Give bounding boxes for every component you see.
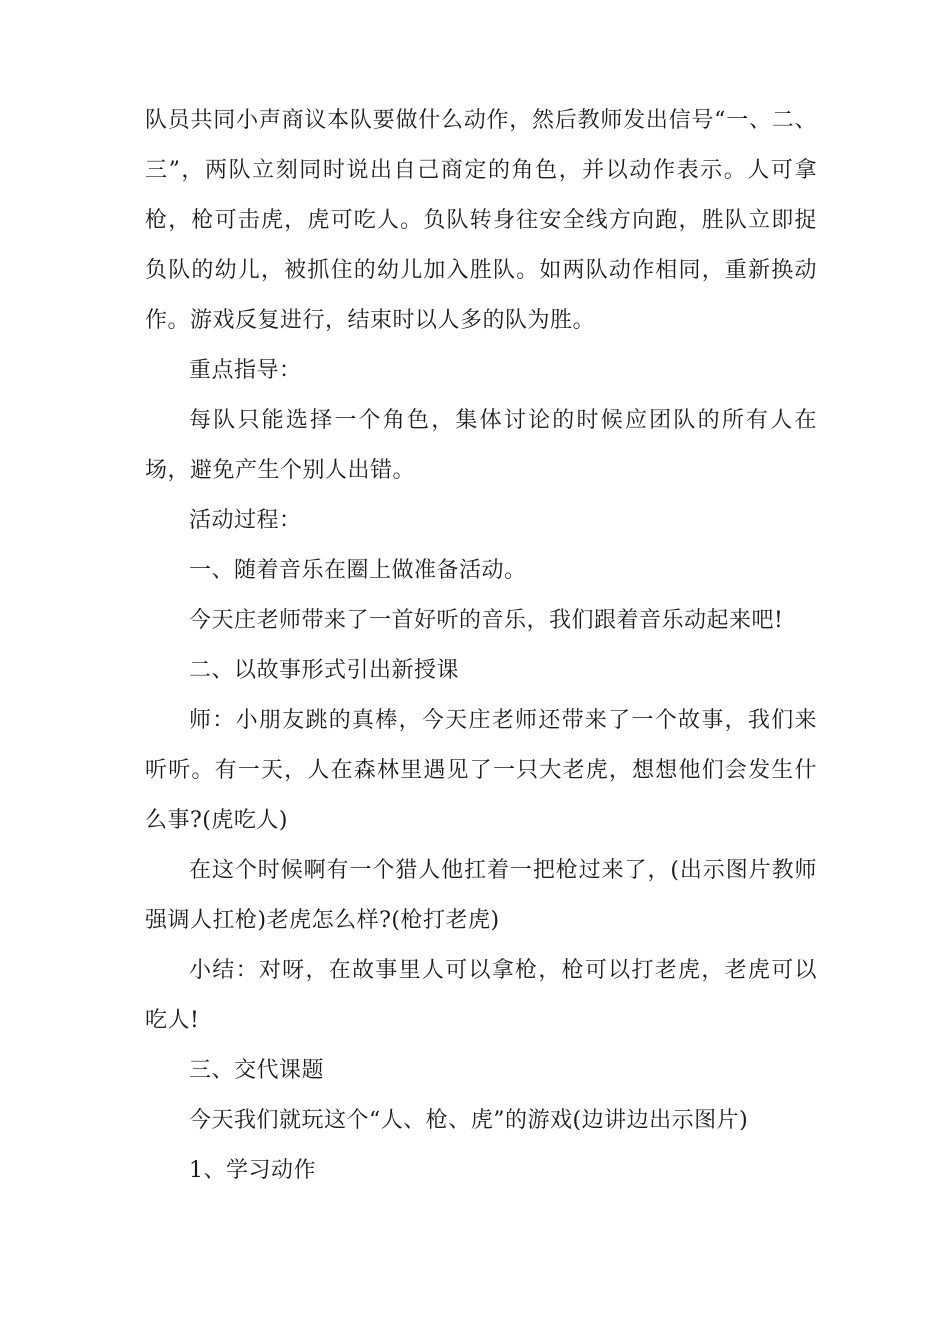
heading-key-guidance: 重点指导：: [189, 358, 302, 383]
substep-learn-actions: 1、学习动作: [189, 1158, 316, 1183]
heading-activity-process: 活动过程：: [189, 508, 302, 533]
paragraph-summary: 小结：对呀，在故事里人可以拿枪，枪可以打老虎，老虎可以吃人!: [145, 958, 817, 1033]
paragraph-music: 今天庄老师带来了一首好听的音乐，我们跟着音乐动起来吧!: [189, 608, 784, 633]
paragraph-story-intro: 师：小朋友跳的真棒，今天庄老师还带来了一个故事，我们来听听。有一天，人在森林里遇见了一只大老虎，想想他们会发生什么事?(虎吃人): [145, 708, 817, 833]
step-two-story: 二、以故事形式引出新授课: [189, 658, 460, 683]
step-one-warmup: 一、随着音乐在圈上做准备活动。: [189, 558, 527, 583]
paragraph-hunter: 在这个时候啊有一个猎人他扛着一把枪过来了，(出示图片教师强调人扛枪)老虎怎么样?(枪打老虎): [145, 858, 817, 933]
paragraph-guidance: 每队只能选择一个角色，集体讨论的时候应团队的所有人在场，避免产生个别人出错。: [145, 408, 817, 483]
document-body: [145, 96, 817, 1196]
step-three-topic: 三、交代课题: [189, 1058, 325, 1083]
paragraph-game-rules: 队员共同小声商议本队要做什么动作，然后教师发出信号“一、二、三”，两队立刻同时说出自己商定的角色，并以动作表示。人可拿枪，枪可击虎，虎可吃人。负队转身往安全线方向跑，胜队立即捉负队的幼儿，被抓住的幼儿加入胜队。如两队动作相同，重新换动作。游戏反复进行，结束时以人多的队为胜。: [145, 108, 817, 333]
paragraph-game-intro: 今天我们就玩这个“人、枪、虎”的游戏(边讲边出示图片): [189, 1108, 749, 1133]
